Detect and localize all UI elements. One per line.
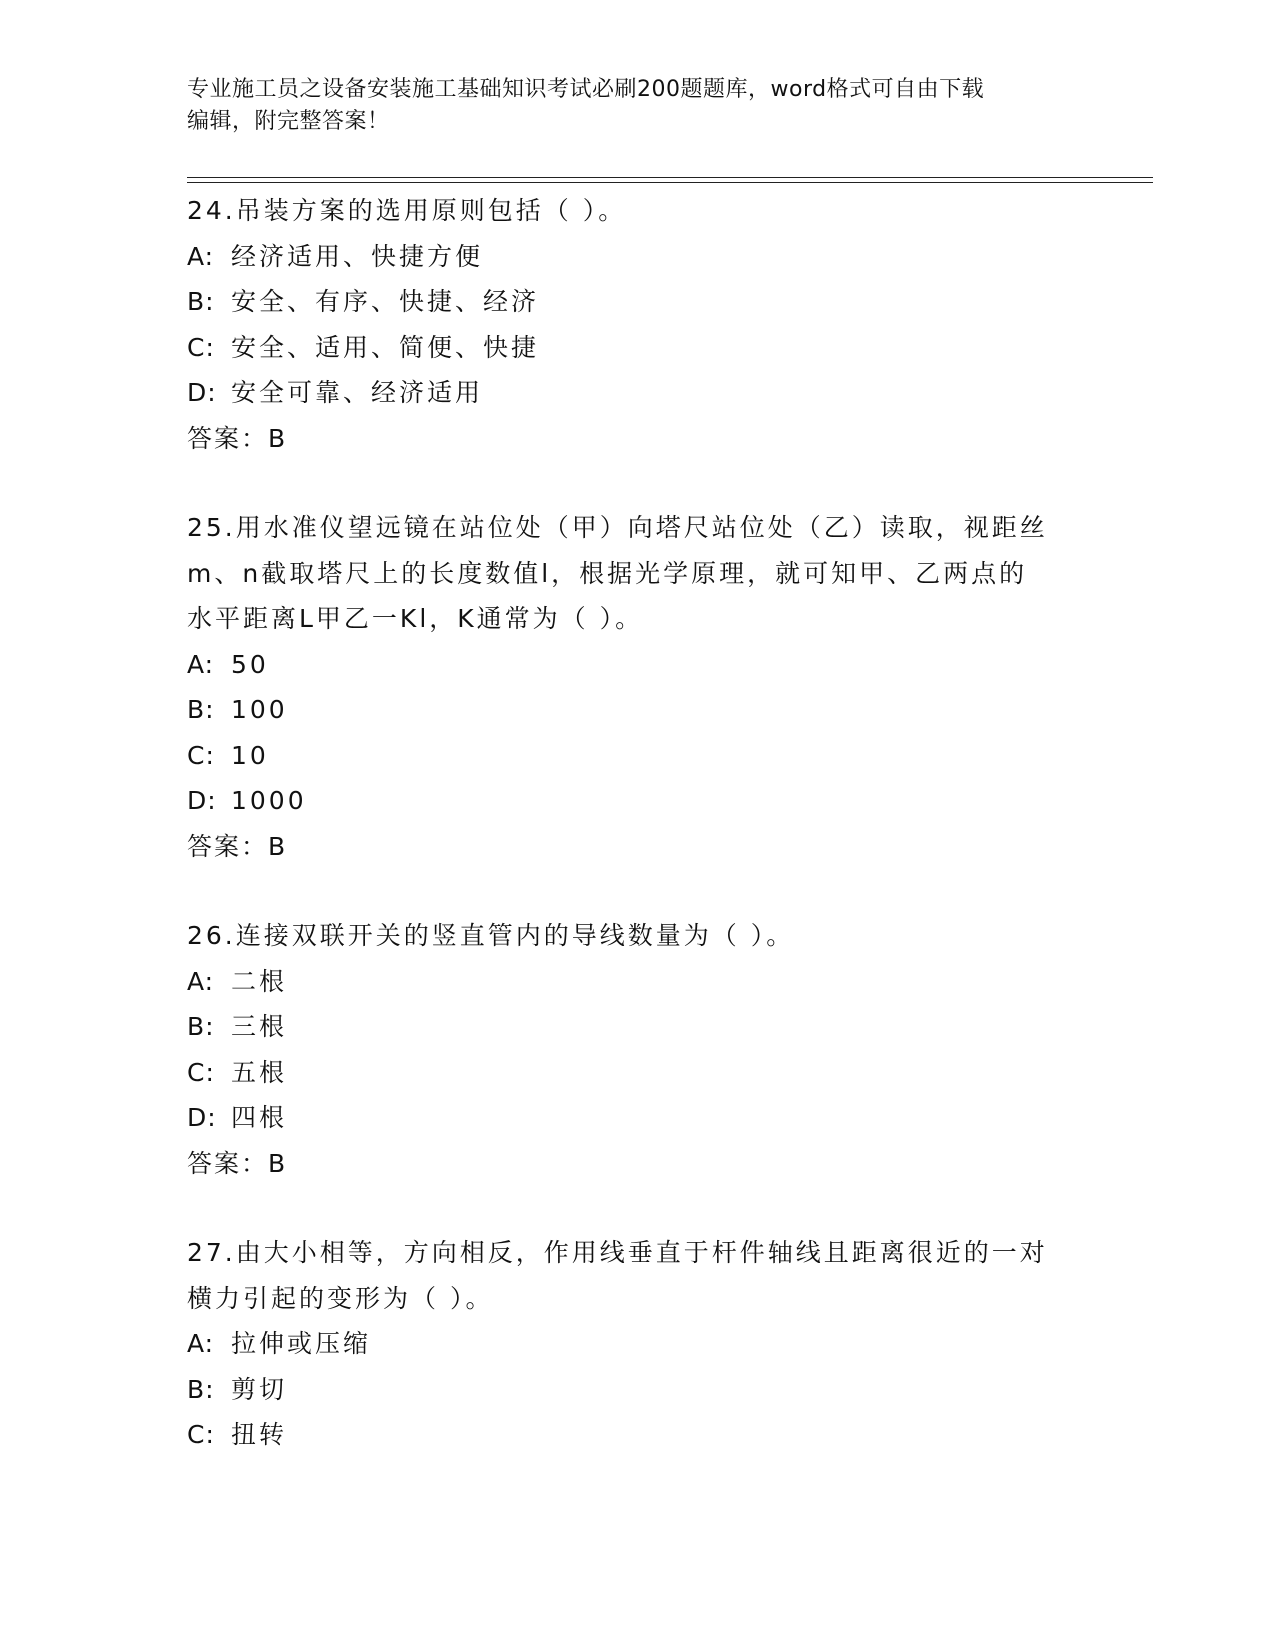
option-b [187, 1367, 1087, 1413]
option-text: 1000 [231, 786, 307, 815]
option-label: C: [187, 332, 215, 362]
option-d [187, 370, 1087, 416]
option-label: A: [187, 241, 215, 271]
option-a [187, 642, 1087, 688]
option-text: 100 [231, 695, 288, 724]
option-label: B: [187, 695, 215, 724]
option-text: 安全可靠、经济适用 [231, 378, 484, 407]
option-text: 五根 [231, 1057, 288, 1087]
option-label: A: [187, 966, 215, 996]
header-line-1: 专业施工员之设备安装施工基础知识考试必刷200题题库，word格式可自由下载 [187, 77, 985, 102]
option-text: 安全、适用、简便、快捷 [231, 332, 540, 362]
option-text: 安全、有序、快捷、经济 [231, 287, 540, 316]
option-label: B: [187, 1374, 215, 1404]
option-label: D: [187, 378, 217, 407]
header-divider-top [187, 177, 1153, 178]
option-a [187, 1321, 1087, 1367]
option-b [187, 687, 1087, 733]
header-divider-bottom [187, 182, 1153, 183]
question-26 [187, 913, 1087, 1186]
option-text: 50 [231, 649, 269, 679]
option-text: 经济适用、快捷方便 [231, 241, 484, 271]
option-text: 10 [231, 740, 269, 770]
question-stem: 横力引起的变形为（ ）。 [187, 1283, 494, 1313]
option-b [187, 279, 1087, 325]
option-text: 拉伸或压缩 [231, 1329, 372, 1358]
option-text: 扭转 [231, 1420, 288, 1449]
question-stem: m、n截取塔尺上的长度数值l，根据光学原理，就可知甲、乙两点的 [187, 558, 1028, 588]
question-stem: 24.吊装方案的选用原则包括（ ）。 [187, 196, 627, 225]
question-stem: 27.由大小相等，方向相反，作用线垂直于杆件轴线且距离很近的一对 [187, 1238, 1048, 1267]
option-label: B: [187, 287, 215, 316]
question-stem: 水平距离L甲乙一Kl，K通常为（ ）。 [187, 604, 644, 633]
option-text: 三根 [231, 1012, 288, 1041]
option-c [187, 733, 1087, 779]
question-24 [187, 188, 1087, 461]
option-label: A: [187, 649, 215, 679]
document-header [187, 74, 1087, 138]
question-stem: 26.连接双联开关的竖直管内的导线数量为（ ）。 [187, 921, 795, 950]
option-label: C: [187, 740, 215, 770]
option-label: B: [187, 1012, 215, 1041]
option-d [187, 1095, 1087, 1141]
question-27 [187, 1230, 1087, 1458]
option-d [187, 778, 1087, 824]
option-text: 四根 [231, 1103, 288, 1132]
option-label: C: [187, 1420, 215, 1449]
option-b [187, 1004, 1087, 1050]
answer: 答案：B [187, 423, 288, 453]
option-c [187, 1050, 1087, 1096]
answer: 答案：B [187, 831, 288, 861]
option-c [187, 1412, 1087, 1458]
option-a [187, 959, 1087, 1005]
question-25 [187, 505, 1087, 869]
option-text: 二根 [231, 966, 288, 996]
option-a [187, 234, 1087, 280]
option-label: A: [187, 1329, 215, 1358]
answer: 答案：B [187, 1148, 288, 1178]
option-c [187, 325, 1087, 371]
header-line-2: 编辑，附完整答案！ [187, 109, 390, 134]
option-label: C: [187, 1057, 215, 1087]
question-list [187, 188, 1087, 1502]
option-text: 剪切 [231, 1374, 288, 1404]
option-label: D: [187, 1103, 217, 1132]
option-label: D: [187, 786, 217, 815]
question-stem: 25.用水准仪望远镜在站位处（甲）向塔尺站位处（乙）读取，视距丝 [187, 513, 1048, 542]
